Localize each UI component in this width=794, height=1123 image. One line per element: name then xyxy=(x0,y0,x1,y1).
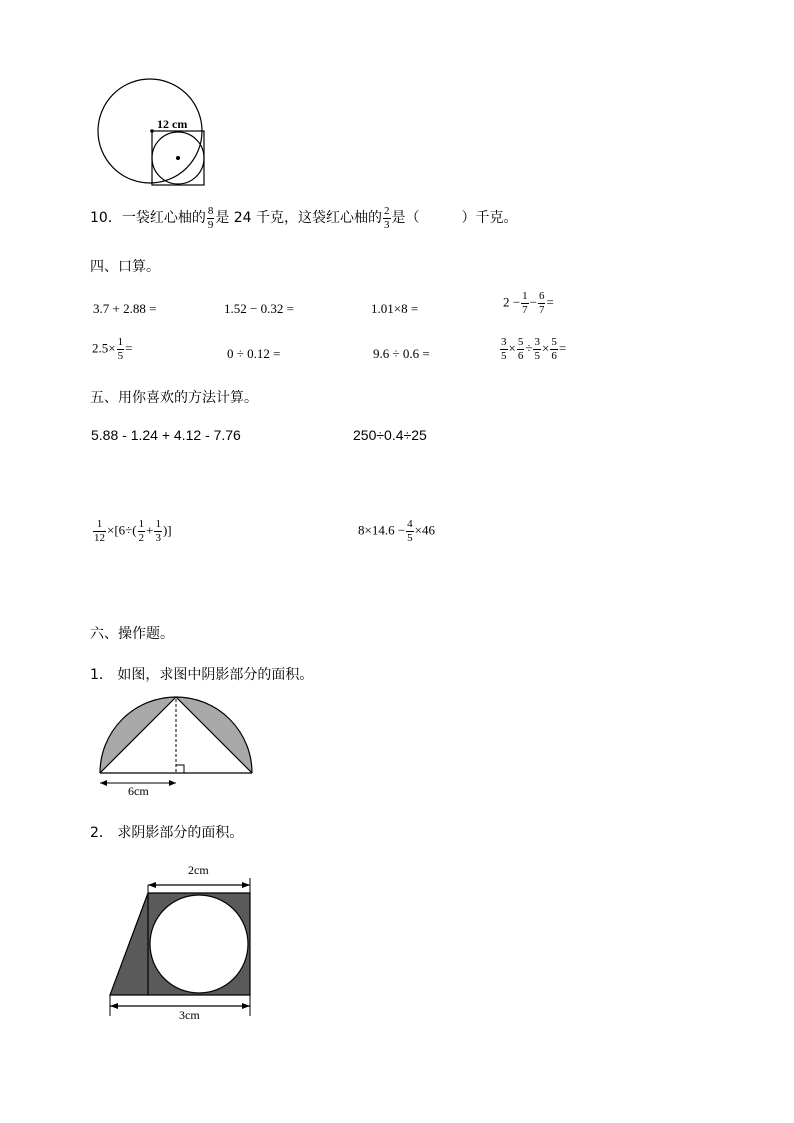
q10-prefix: 10．一袋红心柚的 xyxy=(90,210,206,226)
circle-square-figure xyxy=(95,78,215,188)
semicircle-label: 6cm xyxy=(128,784,149,798)
calc-r1c1: 3.7 + 2.88 = xyxy=(93,301,157,316)
section4-title: 四、口算。 xyxy=(90,259,160,275)
q10-fraction-1: $\frac{8}{9}$ xyxy=(207,204,214,231)
calc-r1c2: 1.52 − 0.32 = xyxy=(224,301,294,316)
expr-4: 8×14.6 − $\frac{4}{5}$ ×46 xyxy=(358,518,436,544)
calc-r1c3: 1.01×8 = xyxy=(371,301,419,316)
calc-r2c2: 0 ÷ 0.12 = xyxy=(227,346,281,361)
q10-fraction-2: $\frac{2}{3}$ xyxy=(384,204,390,231)
trapezoid-bottom-label: 3cm xyxy=(179,1008,200,1022)
expr-1: 5.88 - 1.24 + 4.12 - 7.76 xyxy=(91,427,241,443)
q10-middle: 是 24 千克，这袋红心柚的 xyxy=(215,210,383,226)
calc-r1c4: 2 − $\frac{1}{7}$ − $\frac{6}{7}$ = xyxy=(503,290,554,316)
section6-title: 六、操作题。 xyxy=(90,626,174,642)
expr-2: 250÷0.4÷25 xyxy=(353,427,427,443)
calc-r2c4: $\frac{3}{5}$ × $\frac{5}{6}$ ÷ $\frac{3}{5}$ × $\frac{5}{6}$ = xyxy=(501,336,567,362)
calc-r2c1: 2.5× $\frac{1}{5}$ = xyxy=(92,336,133,362)
semicircle-figure xyxy=(95,695,257,800)
question-10 xyxy=(90,200,518,236)
circle-figure-label: 12 cm xyxy=(157,117,188,131)
trapezoid-top-label: 2cm xyxy=(188,863,209,877)
calc-r2c3: 9.6 ÷ 0.6 = xyxy=(373,346,430,361)
section5-title: 五、用你喜欢的方法计算。 xyxy=(90,390,258,406)
expr-3: $\frac{1}{12}$ ×[6÷( $\frac{1}{2}$ + $\frac{1}{3}$ )] xyxy=(94,518,172,544)
q10-suffix: 是（ ）千克。 xyxy=(391,210,518,226)
trapezoid-figure xyxy=(100,858,260,1024)
section6-question-1: 1． 如图，求图中阴影部分的面积。 xyxy=(90,667,314,683)
section6-question-2: 2． 求阴影部分的面积。 xyxy=(90,825,244,841)
